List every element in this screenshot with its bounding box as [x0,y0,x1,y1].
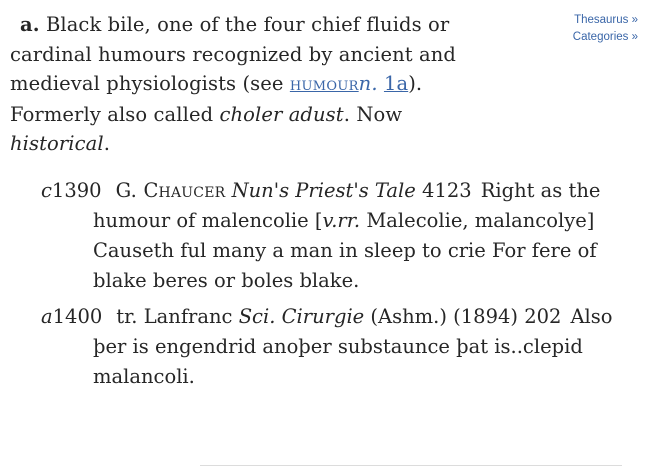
quotation-locator: 202 [524,304,562,328]
quotation-author: tr. Lanfranc [116,304,233,328]
definition-text-part1: Black bile, one of the four chief fluids or cardinal humours recognized by ancient and medieval physiologists (see [10,13,456,95]
quotation-item [41,302,641,392]
quotation-text-before-variant: Right as the humour of malencolie [ [93,178,601,232]
page-bottom-divider [200,465,622,466]
sense-label: a. [20,13,40,36]
quotation-author: G. Chaucer [115,178,226,202]
corner-links [573,12,638,46]
quotation-item [41,176,641,296]
definition-text-part3: . Now [343,102,403,126]
quotation-work: Sci. Cirurgie [238,304,365,328]
quotation-variant-text: Malecolie, malancolye] Causeth ful many a man in sleep to crie For fere of blake beres or boles blake. [93,208,597,292]
thesaurus-link[interactable]: Thesaurus » [574,14,638,26]
quotation-date-year: 1390 [51,178,102,202]
definition-text-part2: ). Formerly also called [10,72,423,126]
definition-text-end: . [103,132,111,155]
quotation-variant-label: v.rr. [322,208,361,232]
quotation-date-prefix: a [41,304,53,328]
quotation-date-year: 1400 [52,304,103,328]
categories-link[interactable]: Categories » [572,31,638,43]
definition-italic-historical: historical [10,132,104,155]
cross-reference-pos: n. [358,72,378,95]
quotation-date-prefix: c [41,178,52,202]
quotation-list [10,176,641,392]
quotation-text: Also þer is engendrid anoþer substaunce þat is..clepid malancoli. [93,304,613,388]
quotation-date [41,305,102,328]
quotation-work: Nun's Priest's Tale [231,178,416,202]
sense-definition [10,10,500,159]
quotation-date [41,179,102,202]
definition-italic-phrase: choler adust [219,102,344,126]
quotation-locator: 4123 [422,178,472,202]
cross-reference-sense-link[interactable]: 1a [383,72,409,95]
cross-reference-link[interactable]: humour [289,73,359,95]
quotation-source-note: (Ashm.) (1894) [370,304,519,328]
